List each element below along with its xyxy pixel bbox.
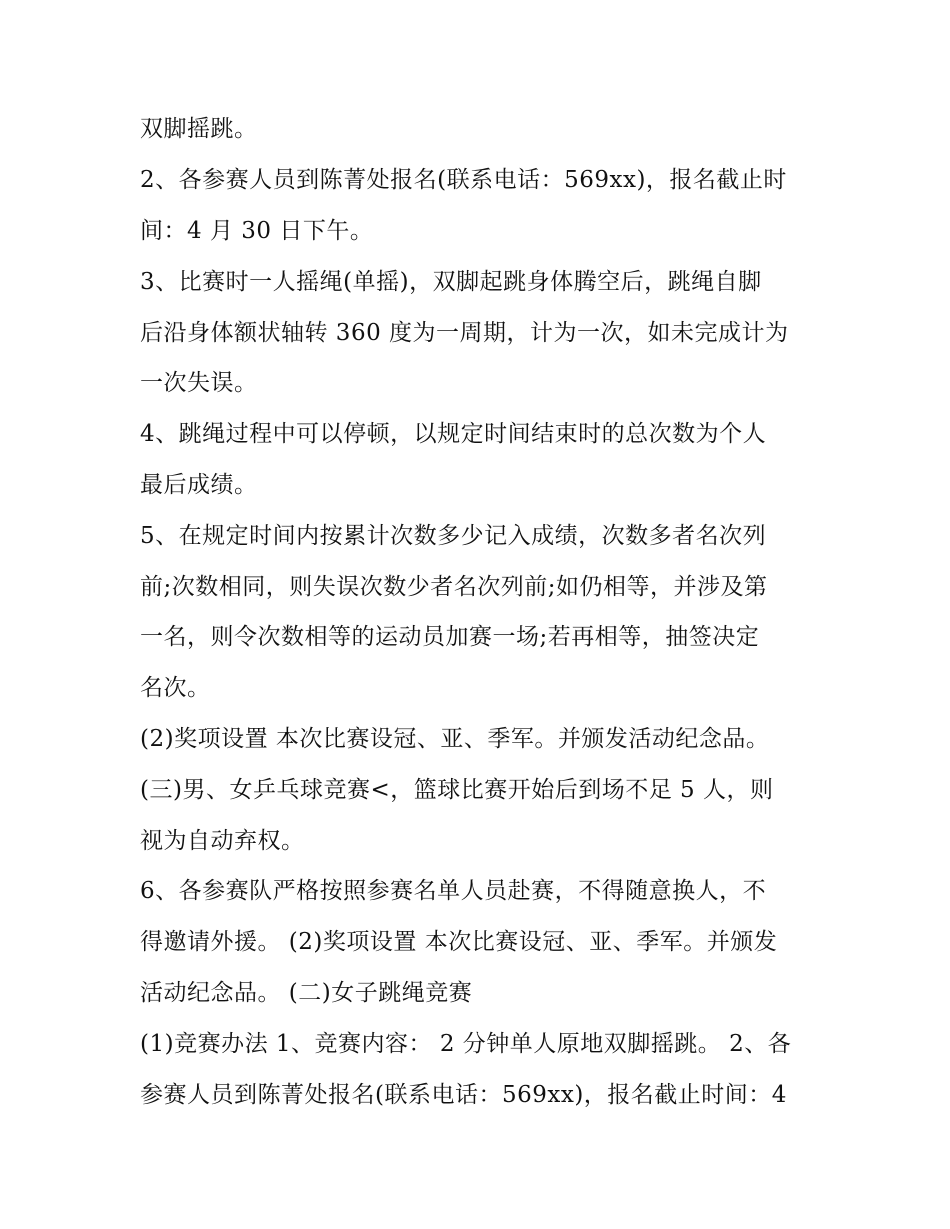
text-line: 活动纪念品。 (二)女子跳绳竞赛 — [140, 980, 473, 1006]
text-line: 最后成绩。 — [140, 472, 258, 498]
text-line: 6、各参赛队严格按照参赛名单人员赴赛，不得随意换人，不 — [140, 878, 767, 904]
text-line: 后沿身体额状轴转 360 度为一周期，计为一次，如未完成计为 — [140, 320, 789, 346]
text-line: 双脚摇跳。 — [140, 116, 258, 142]
text-line: 得邀请外援。 (2)奖项设置 本次比赛设冠、亚、季军。并颁发 — [140, 929, 778, 955]
text-line: 4、跳绳过程中可以停顿，以规定时间结束时的总次数为个人 — [140, 421, 767, 447]
text-line: 参赛人员到陈菁处报名(联系电话：569xx)，报名截止时间：4 — [140, 1082, 787, 1108]
text-line: 间：4 月 30 日下午。 — [140, 218, 374, 244]
text-line: 前;次数相同，则失误次数少者名次列前;如仍相等，并涉及第 — [140, 574, 768, 600]
text-line: 2、各参赛人员到陈菁处报名(联系电话：569xx)，报名截止时 — [140, 167, 787, 193]
text-line: 一次失误。 — [140, 370, 258, 396]
text-line: 5、在规定时间内按累计次数多少记入成绩，次数多者名次列 — [140, 523, 767, 549]
text-line: (三)男、女乒乓球竞赛<，篮球比赛开始后到场不足 5 人，则 — [140, 777, 774, 803]
text-line: (1)竞赛办法 1、竞赛内容： 2 分钟单人原地双脚摇跳。 2、各 — [140, 1031, 792, 1057]
text-line: 3、比赛时一人摇绳(单摇)，双脚起跳身体腾空后，跳绳自脚 — [140, 269, 762, 295]
text-line: 视为自动弃权。 — [140, 828, 305, 854]
text-line: (2)奖项设置 本次比赛设冠、亚、季军。并颁发活动纪念品。 — [140, 726, 770, 752]
text-line: 名次。 — [140, 675, 211, 701]
text-line: 一名，则令次数相等的运动员加赛一场;若再相等，抽签决定 — [140, 624, 760, 650]
